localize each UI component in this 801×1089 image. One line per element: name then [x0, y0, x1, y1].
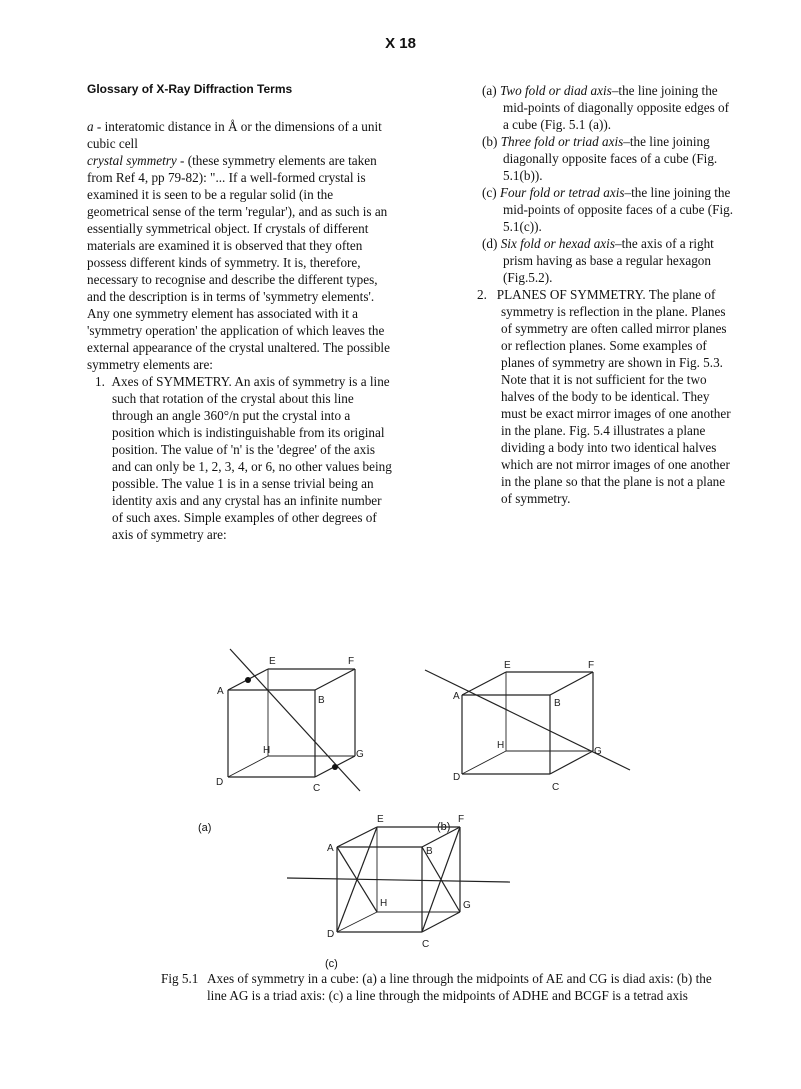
- definition-crystal-symmetry: [87, 152, 392, 373]
- item-d-text: –the axis of a right prism having as base a regular hexagon (Fig.5.2).: [503, 236, 714, 285]
- vertex-label-b: B: [318, 695, 325, 706]
- vertex-label-a: A: [327, 843, 334, 854]
- item-1-text: Axes of SYMMETRY. An axis of symmetry is a line such that rotation of the crystal about this line through an angle 360°/n put the crystal into a position which is indistinguishable from its original position. The value of 'n' is the 'degree' of the axis and can only be 1, 2, 3, 4, or 6, no other values being possible. The value 1 is in a sense trivial being an identity axis and any crystal has an infinite number of such axes. Simple examples of other degrees of axis of symmetry are:: [111, 374, 392, 542]
- vertex-label-b: B: [554, 698, 561, 709]
- glossary-heading: Glossary of X-Ray Diffraction Terms: [87, 82, 293, 96]
- vertex-label-a: A: [217, 686, 224, 697]
- list-item-planes-of-symmetry: [477, 286, 737, 507]
- figure-b-label: (b): [437, 821, 451, 833]
- vertex-label-f: F: [348, 656, 355, 667]
- right-column: [477, 82, 737, 507]
- list-item-triad: [477, 133, 737, 184]
- figure-c-label: (c): [325, 958, 338, 970]
- vertex-label-g: G: [356, 749, 364, 760]
- item-d-label: (d): [482, 236, 498, 251]
- vertex-label-d: D: [327, 929, 335, 940]
- left-column: [87, 118, 392, 543]
- item-1-number: 1.: [95, 374, 105, 389]
- vertex-label-e: E: [377, 814, 384, 825]
- item-2-number: 2.: [477, 287, 487, 302]
- item-c-term: Four fold or tetrad axis: [499, 185, 625, 200]
- figure-b-triad-cube: [420, 650, 635, 805]
- definition-a-text: - interatomic distance in Å or the dimensions of a unit cubic cell: [87, 119, 382, 151]
- item-b-term: Three fold or triad axis: [500, 134, 624, 149]
- caption-number: Fig 5.1: [161, 971, 199, 986]
- list-item-tetrad: [477, 184, 737, 235]
- vertex-label-e: E: [504, 660, 511, 671]
- item-a-label: (a): [482, 83, 497, 98]
- list-item-diad: [477, 82, 737, 133]
- vertex-label-c: C: [422, 939, 430, 950]
- definition-crystal-symmetry-text: - (these symmetry elements are taken from Ref 4, pp 79-82): "... If a well-formed crystal is examined it is seen to be a regular solid (in the geometrical sense of the term 'regular'), and as such is an essentially symmetrical object. If crystals of different materials are examined it is observed that they often possess different kinds of symmetry. It is, therefore, necessary to recognise and describe the different types, and the description is in terms of 'symmetry elements'. Any one symmetry element has associated with it a 'symmetry operation' the application of which leaves the external appearance of the crystal unaltered. The possible symmetry elements are:: [87, 153, 390, 372]
- vertex-label-g: G: [594, 746, 602, 757]
- item-2-text: PLANES OF SYMMETRY. The plane of symmetry is reflection in the plane. Planes of symmetry are often called mirror planes or reflection planes. Some examples of planes of symmetry are shown in Fig. 5.3. Note that it is not sufficient for the two halves of the body to be identical. They must be exact mirror images of one another in the plane. Fig. 5.4 illustrates a plane dividing a body into two identical halves which are not mirror images of one another in the plane so that the plane is not a plane of symmetry.: [496, 287, 731, 506]
- item-c-label: (c): [482, 185, 497, 200]
- item-a-term: Two fold or diad axis: [499, 83, 612, 98]
- list-item-axes-of-symmetry: [87, 373, 392, 543]
- definition-a: [87, 118, 392, 152]
- vertex-label-e: E: [269, 656, 276, 667]
- vertex-label-h: H: [497, 740, 505, 751]
- vertex-label-d: D: [216, 777, 224, 788]
- caption-text: Axes of symmetry in a cube: (a) a line through the midpoints of AE and CG is diad axis: (b) the line AG is a triad axis: (c) a line through the midpoints of ADHE and BCGF is a tetrad axis: [207, 971, 712, 1003]
- vertex-label-c: C: [313, 783, 321, 794]
- vertex-label-f: F: [458, 814, 465, 825]
- item-c-text: –the line joining the mid-points of opposite faces of a cube (Fig. 5.1(c)).: [503, 185, 733, 234]
- item-d-term: Six fold or hexad axis: [500, 236, 615, 251]
- item-a-text: –the line joining the mid-points of diagonally opposite edges of a cube (Fig. 5.1 (a)).: [503, 83, 729, 132]
- vertex-label-c: C: [552, 782, 560, 793]
- term-a: a: [87, 119, 94, 134]
- list-item-hexad: [477, 235, 737, 286]
- figure-caption: [161, 970, 721, 1004]
- term-crystal-symmetry: crystal symmetry: [87, 153, 177, 168]
- vertex-label-f: F: [588, 660, 595, 671]
- figure-a-diad-cube: [195, 645, 375, 810]
- vertex-label-b: B: [426, 846, 433, 857]
- item-b-label: (b): [482, 134, 498, 149]
- vertex-label-d: D: [453, 772, 461, 783]
- vertex-label-h: H: [380, 898, 388, 909]
- vertex-label-h: H: [263, 745, 271, 756]
- page-number: X 18: [385, 35, 416, 52]
- item-b-text: –the line joining diagonally opposite faces of a cube (Fig. 5.1(b)).: [503, 134, 718, 183]
- figure-a-label: (a): [198, 822, 212, 834]
- figure-c-tetrad-cube: [282, 810, 512, 955]
- vertex-label-a: A: [453, 691, 460, 702]
- vertex-label-g: G: [463, 900, 471, 911]
